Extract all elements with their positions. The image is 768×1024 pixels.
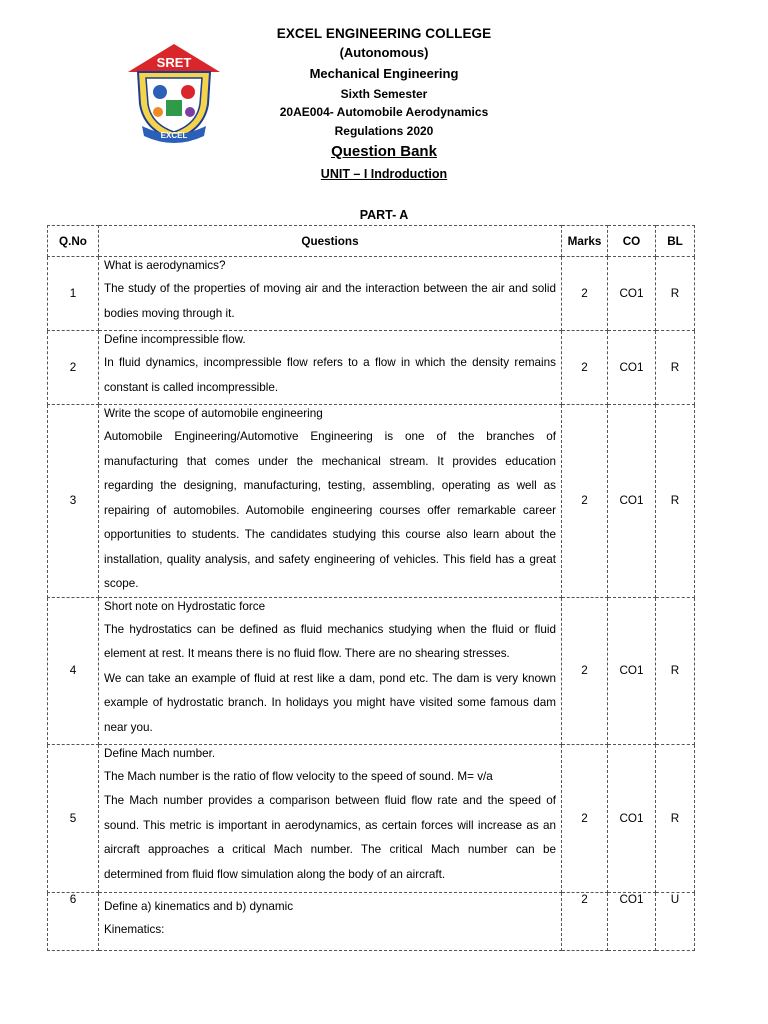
question-text: Define Mach number. [104, 746, 216, 760]
question-cell [99, 331, 562, 405]
part-label: PART- A [359, 208, 409, 222]
marks-cell: 2 [562, 744, 608, 892]
table-row [48, 331, 695, 405]
qno-cell: 6 [48, 892, 99, 950]
marks-cell: 2 [562, 331, 608, 405]
department-name: Mechanical Engineering [309, 66, 459, 81]
qno-cell: 4 [48, 597, 99, 744]
qno-cell: 5 [48, 744, 99, 892]
co-cell: CO1 [608, 744, 656, 892]
co-cell: CO1 [608, 597, 656, 744]
question-cell [99, 744, 562, 892]
bl-cell: R [656, 257, 695, 331]
bl-cell: R [656, 597, 695, 744]
question-table [47, 225, 695, 951]
college-name: EXCEL ENGINEERING COLLEGE [276, 26, 492, 41]
marks-cell: 2 [562, 405, 608, 598]
co-cell: CO1 [608, 257, 656, 331]
header-co: CO [608, 226, 656, 257]
answer-text: We can take an example of fluid at rest like a dam, pond etc. The dam is very known example of hydrostatic branch. In holidays you might have visited some famous dam near you. [104, 671, 556, 734]
answer-text: The hydrostatics can be defined as fluid mechanics studying when the fluid or fluid element at rest. It means there is no fluid flow. There are no shearing stresses. [104, 622, 556, 660]
answer-text: The Mach number provides a comparison between fluid flow rate and the speed of sound. This metric is important in aerodynamics, as certain forces will increase as an aircraft approaches a critical Mach number. The critical Mach number can be determined from fluid flow simulation along the body of an aircraft. [104, 794, 556, 881]
bl-cell: R [656, 405, 695, 598]
answer-text: The study of the properties of moving air and the interaction between the air and solid bodies moving through it. [104, 282, 556, 320]
question-text: Write the scope of automobile engineering [104, 407, 323, 420]
answer-text: The Mach number is the ratio of flow velocity to the speed of sound. M= v/a [104, 769, 493, 783]
marks-cell: 2 [562, 597, 608, 744]
autonomous-label: (Autonomous) [339, 45, 429, 60]
semester-label: Sixth Semester [340, 87, 428, 101]
table-row [48, 597, 695, 744]
co-cell: CO1 [608, 331, 656, 405]
co-cell: CO1 [608, 892, 656, 950]
table-row [48, 405, 695, 598]
bl-cell: U [656, 892, 695, 950]
answer-text: Kinematics: [104, 922, 165, 936]
question-cell [99, 405, 562, 598]
answer-text: Automobile Engineering/Automotive Engineering is one of the branches of manufacturing that comes under the mechanical stream. It provides education regarding the designing, manufacturing, testing, assembling, operating as well as repairing of automobiles. Automobile engineering courses offer remarkable career opportunities to students. The candidates studying this course also learn about the installation, quality analysis, and safety engineering of vehicles. This field has a great scope. [104, 430, 556, 590]
course-title: 20AE004- Automobile Aerodynamics [279, 105, 489, 119]
qno-cell: 2 [48, 331, 99, 405]
question-text: Short note on Hydrostatic force [104, 599, 266, 613]
answer-text: In fluid dynamics, incompressible flow refers to a flow in which the density remains constant is called incompressible. [104, 356, 556, 394]
header-bl: BL [656, 226, 695, 257]
logo-bottom-text: EXCEL [160, 131, 188, 140]
table-row [48, 892, 695, 950]
bl-cell: R [656, 331, 695, 405]
bl-cell: R [656, 744, 695, 892]
regulations-label: Regulations 2020 [334, 124, 434, 138]
table-row [48, 257, 695, 331]
header-questions: Questions [99, 226, 562, 257]
table-row [48, 744, 695, 892]
unit-title: UNIT – I Indroduction [320, 167, 448, 181]
question-text: Define a) kinematics and b) dynamic [104, 899, 294, 913]
co-cell: CO1 [608, 405, 656, 598]
question-cell [99, 892, 562, 950]
question-cell [99, 597, 562, 744]
header-marks: Marks [562, 226, 608, 257]
marks-cell: 2 [562, 892, 608, 950]
table-header-row [48, 226, 695, 257]
logo-top-text: SRET [156, 55, 192, 70]
qno-cell: 3 [48, 405, 99, 598]
header-qno: Q.No [48, 226, 99, 257]
question-text: Define incompressible flow. [104, 333, 246, 346]
document-title: Question Bank [331, 143, 437, 160]
question-cell [99, 257, 562, 331]
qno-cell: 1 [48, 257, 99, 331]
marks-cell: 2 [562, 257, 608, 331]
question-text: What is aerodynamics? [104, 259, 226, 272]
